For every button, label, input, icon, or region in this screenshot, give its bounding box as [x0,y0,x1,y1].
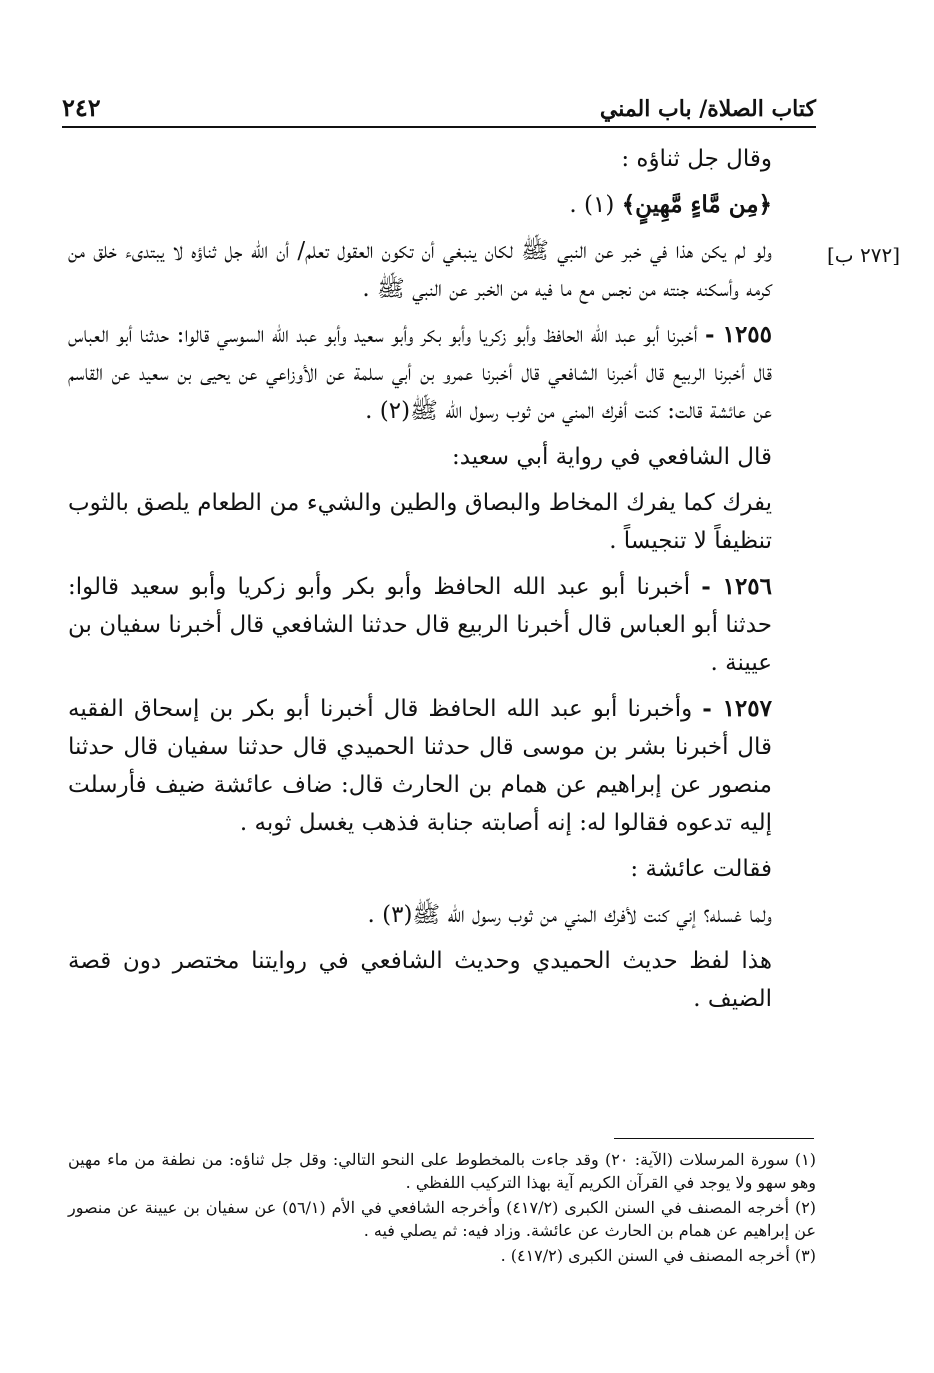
hadith-number: ١٢٥٧ - [702,695,772,722]
hadith-number: ١٢٥٦ - [701,573,773,600]
footnote-number: (٣) [794,1246,816,1265]
footnote-text: أخرجه المصنف في السنن الكبرى (٤١٧/٢) . [500,1246,790,1265]
hadith-text: وأخبرنا أبو عبد الله الحافظ قال أخبرنا أبو بكر بن إسحاق الفقيه قال أخبرنا بشر بن موسى قال حدثنا الحميدي قال حدثنا سفيان قال حدثنا منصور عن إبراهيم عن همام بن الحارث قال: ضاف عائشة ضيف فأرسلت إليه تدعوه فقالوا له: إنه أصابته جنابة فذهب يغسل ثوبه . [68,696,772,836]
footnote-text: سورة المرسلات (الآية: ٢٠) وقد جاءت بالمخطوط على النحو التالي: وقل جل ثناؤه: من نطفة من ماء مهين وهو سهو ولا يوجد في القرآن الكريم آية بهذا التركيب اللفظي . [68,1150,816,1192]
quran-verse-line [68,186,814,224]
hadith-1257 [68,690,814,842]
hadith-1255 [68,316,814,430]
paragraph-aisha-quote: ولما غسله؟ إني كنت لأفرك المني من ثوب رسول الله ﷺ(٣) . [367,902,772,928]
paragraph-reasoning: ولو لم يكن هذا في خبر عن النبي ﷺ لكان ينبغي أن تكون العقول تعلم/ أن الله جل ثناؤه لا يبتدىء خلق من كرمه وأسكنه جنته من نجس مع ما فيه من الخبر عن النبي ﷺ . [68,238,772,302]
paragraph-aisha-said: فقالت عائشة : [630,856,772,882]
footnote-number: (١) [794,1150,817,1169]
hadith-number: ١٢٥٥ - [704,321,773,348]
paragraph-shafii-quote: يفرك كما يفرك المخاط والبصاق والطين والشيء من الطعام يلصق بالثوب تنظيفاً لا تنجيساً . [68,490,772,554]
footnote-2 [68,1196,816,1242]
page-number: ٢٤٢ [62,93,101,122]
footnote-3 [68,1244,816,1267]
paragraph-closing: هذا لفظ حديث الحميدي وحديث الشافعي في روايتنا مختصر دون قصة الضيف . [68,948,772,1012]
page-header [62,80,816,122]
hadith-1256 [68,568,814,682]
hadith-text: أخبرنا أبو عبد الله الحافظ وأبو زكريا وأبو بكر وأبو سعيد وأبو عبد الله السوسي قالوا: حدثنا أبو العباس قال أخبرنا الربيع قال أخبرنا الشافعي قال أخبرنا عمرو بن أبي سلمة عن الأوزاعي عن يحيى بن سعيد عن القاسم عن عائشة قالت: كنت أفرك المني من ثوب رسول الله ﷺ(٢) . [68,322,772,424]
footnote-text: أخرجه المصنف في السنن الكبرى (٤١٧/٢) وأخرجه الشافعي في الأم (٥٦/١) عن سفيان بن عيينة عن منصور عن إبراهيم عن همام بن الحارث عن عائشة. وزاد فيه: ثم يصلي فيه . [68,1198,816,1240]
footnote-number: (٢) [794,1198,817,1217]
footnotes [68,1148,816,1269]
main-text [68,140,814,1026]
manuscript-folio-note: [٢٧٢ ب] [826,243,900,267]
running-title: كتاب الصلاة/ باب المني [599,96,816,122]
hadith-text: أخبرنا أبو عبد الله الحافظ وأبو بكر وأبو زكريا وأبو سعيد قالوا: حدثنا أبو العباس قال أخبرنا الربيع قال حدثنا الشافعي قال أخبرنا سفيان بن عيينة . [68,574,772,676]
paragraph-shafii-intro: قال الشافعي في رواية أبي سعيد: [451,444,772,470]
footnote-rule [614,1138,814,1139]
header-rule [62,126,816,128]
quran-verse: ﴿مِن مَّاءٍ مَّهِينٍ﴾ [621,191,772,218]
paragraph-intro: وقال جل ثناؤه : [621,146,772,172]
footnote-ref-1: (١) . [569,192,615,218]
footnote-1 [68,1148,816,1194]
